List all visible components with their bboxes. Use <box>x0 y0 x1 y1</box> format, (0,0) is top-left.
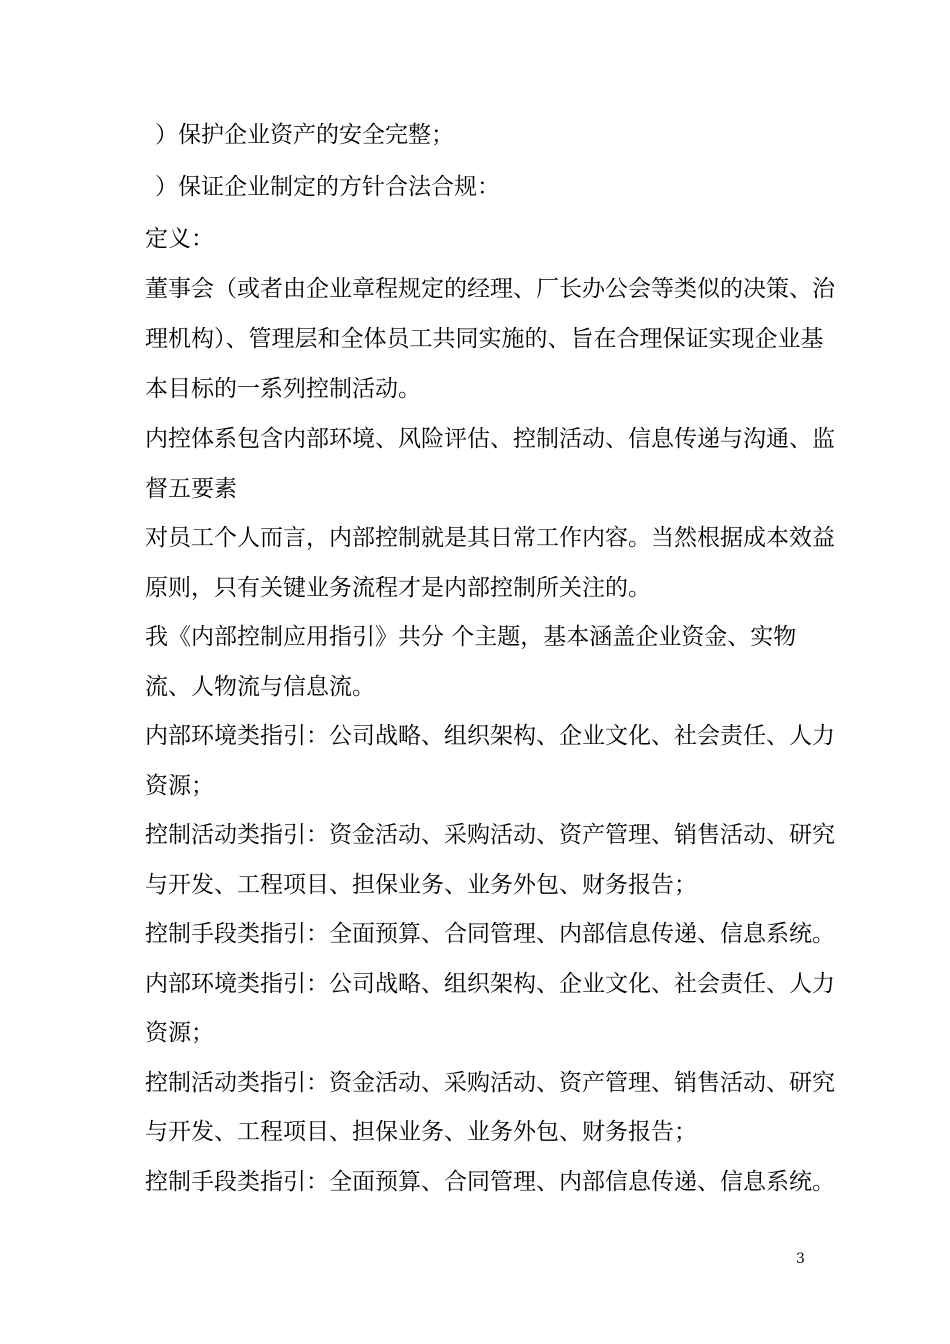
text-line: 督五要素 <box>145 476 237 502</box>
text-line: ）保护企业资产的安全完整； <box>155 122 454 148</box>
text-line: 流、人物流与信息流。 <box>145 674 375 700</box>
text-line: 我《内部控制应用指引》共分 个主题，基本涵盖企业资金、实物 <box>145 624 797 650</box>
text-line: ）保证企业制定的方针合法合规： <box>155 174 500 200</box>
text-line: 资源； <box>145 773 214 799</box>
text-line: 控制手段类指引：全面预算、合同管理、内部信息传递、信息系统。 <box>145 1169 835 1195</box>
text-line: 内控体系包含内部环境、风险评估、控制活动、信息传递与沟通、监 <box>145 426 835 452</box>
text-line: 原则，只有关键业务流程才是内部控制所关注的。 <box>145 575 651 601</box>
text-line: 内部环境类指引：公司战略、组织架构、企业文化、社会责任、人力 <box>145 723 835 749</box>
text-line: 控制活动类指引：资金活动、采购活动、资产管理、销售活动、研究 <box>145 1070 835 1096</box>
text-line: 资源； <box>145 1020 214 1046</box>
text-line: 本目标的一系列控制活动。 <box>145 376 421 402</box>
text-line: 与开发、工程项目、担保业务、业务外包、财务报告； <box>145 1119 697 1145</box>
text-line: 定义： <box>145 226 214 252</box>
page-number: 3 <box>796 1251 805 1267</box>
text-line: 对员工个人而言，内部控制就是其日常工作内容。当然根据成本效益 <box>145 525 835 551</box>
text-line: 与开发、工程项目、担保业务、业务外包、财务报告； <box>145 872 697 898</box>
text-line: 内部环境类指引：公司战略、组织架构、企业文化、社会责任、人力 <box>145 971 835 997</box>
text-line: 理机构）、管理层和全体员工共同实施的、旨在合理保证实现企业基 <box>145 326 824 352</box>
text-line: 控制手段类指引：全面预算、合同管理、内部信息传递、信息系统。 <box>145 921 835 947</box>
text-line: 控制活动类指引：资金活动、采购活动、资产管理、销售活动、研究 <box>145 822 835 848</box>
text-line: 董事会（或者由企业章程规定的经理、厂长办公会等类似的决策、治 <box>145 276 835 302</box>
